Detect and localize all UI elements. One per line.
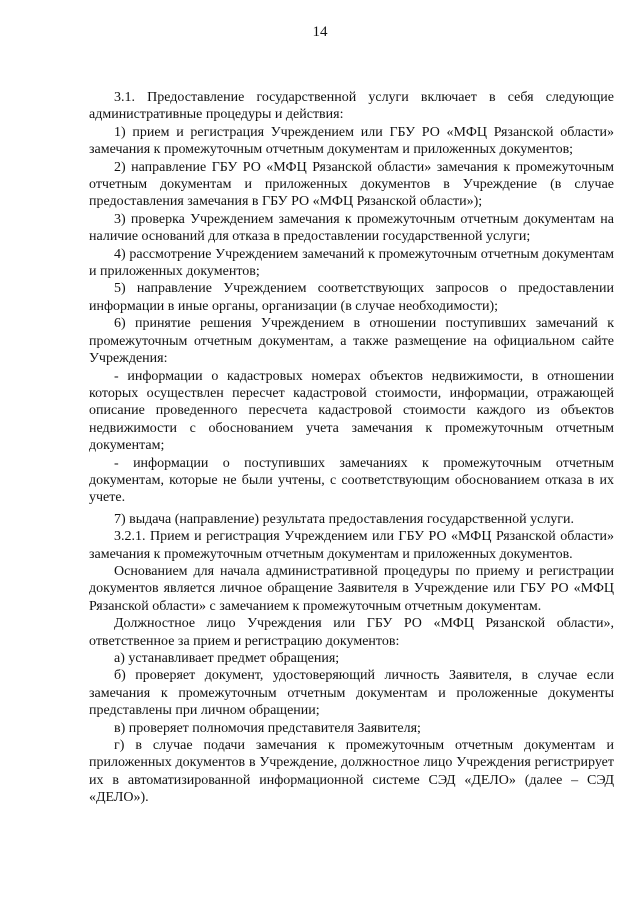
- paragraph-item-6: 6) принятие решения Учреждением в отношении поступивших замечаний к промежуточным отчетным документам, а также размещение на официальном сайте Учреждения:: [89, 316, 614, 367]
- paragraph-item-1: 1) прием и регистрация Учреждением или ГБУ РО «МФЦ Рязанской области» замечания к промежуточным отчетным документам и приложенных документов;: [89, 124, 614, 158]
- paragraph-item-6-bullet-2: - информации о поступивших замечаниях к промежуточным отчетным документам, которые не были учтены, с соответствующим обоснованием отказа в их учете.: [89, 455, 614, 506]
- paragraph-item-3: 3) проверка Учреждением замечания к промежуточным отчетным документам на наличие оснований для отказа в предоставлении государственной услуги;: [89, 211, 614, 245]
- document-body: [89, 89, 614, 807]
- paragraph-item-6-bullet-1: - информации о кадастровых номерах объектов недвижимости, в отношении которых осуществлен пересчет кадастровой стоимости, информации, отражающей описание проведенного пересчета кадастровой стоимости каждого из объектов недвижимости с обоснованием учета замечания к промежуточным отчетным документам;: [89, 368, 614, 454]
- paragraph-basis: Основанием для начала административной процедуры по приему и регистрации документов является личное обращение Заявителя в Учреждение или ГБУ РО «МФЦ Рязанской области» с замечанием к промежуточным отчетным документам.: [89, 563, 614, 614]
- page-number: 14: [312, 24, 328, 40]
- paragraph-item-2: 2) направление ГБУ РО «МФЦ Рязанской области» замечания к промежуточным отчетным документам и приложенных документов в Учреждение (в случае предоставления замечания в ГБУ РО «МФЦ Рязанской области»);: [89, 159, 614, 210]
- paragraph-item-7: 7) выдача (направление) результата предоставления государственной услуги.: [114, 511, 575, 527]
- paragraph-item-4: 4) рассмотрение Учреждением замечаний к промежуточным отчетным документам и приложенных документов;: [89, 246, 614, 280]
- paragraph-item-5: 5) направление Учреждением соответствующих запросов о предоставлении информации в иные органы, организации (в случае необходимости);: [89, 281, 614, 314]
- paragraph-duty-b: б) проверяет документ, удостоверяющий личность Заявителя, в случае если замечания к промежуточным отчетным документам и проложенные документы представлены при личном обращении;: [89, 668, 614, 719]
- paragraph-3-2-1-heading: 3.2.1. Прием и регистрация Учреждением или ГБУ РО «МФЦ Рязанской области» замечания к промежуточным отчетным документам и приложенных документов.: [89, 529, 614, 562]
- paragraph-3-1-intro: 3.1. Предоставление государственной услуги включает в себя следующие административные процедуры и действия:: [89, 90, 614, 123]
- paragraph-duty-a: а) устанавливает предмет обращения;: [114, 651, 340, 666]
- paragraph-official-duties: Должностное лицо Учреждения или ГБУ РО «МФЦ Рязанской области», ответственное за прием и регистрацию документов:: [89, 616, 614, 649]
- paragraph-duty-v: в) проверяет полномочия представителя Заявителя;: [114, 720, 421, 736]
- paragraph-duty-g: г) в случае подачи замечания к промежуточным отчетным документам и приложенных документов в Учреждение, должностное лицо Учреждения регистрирует их в автоматизированной информационной системе СЭД «ДЕЛО» (далее – СЭД «ДЕЛО»).: [89, 738, 614, 806]
